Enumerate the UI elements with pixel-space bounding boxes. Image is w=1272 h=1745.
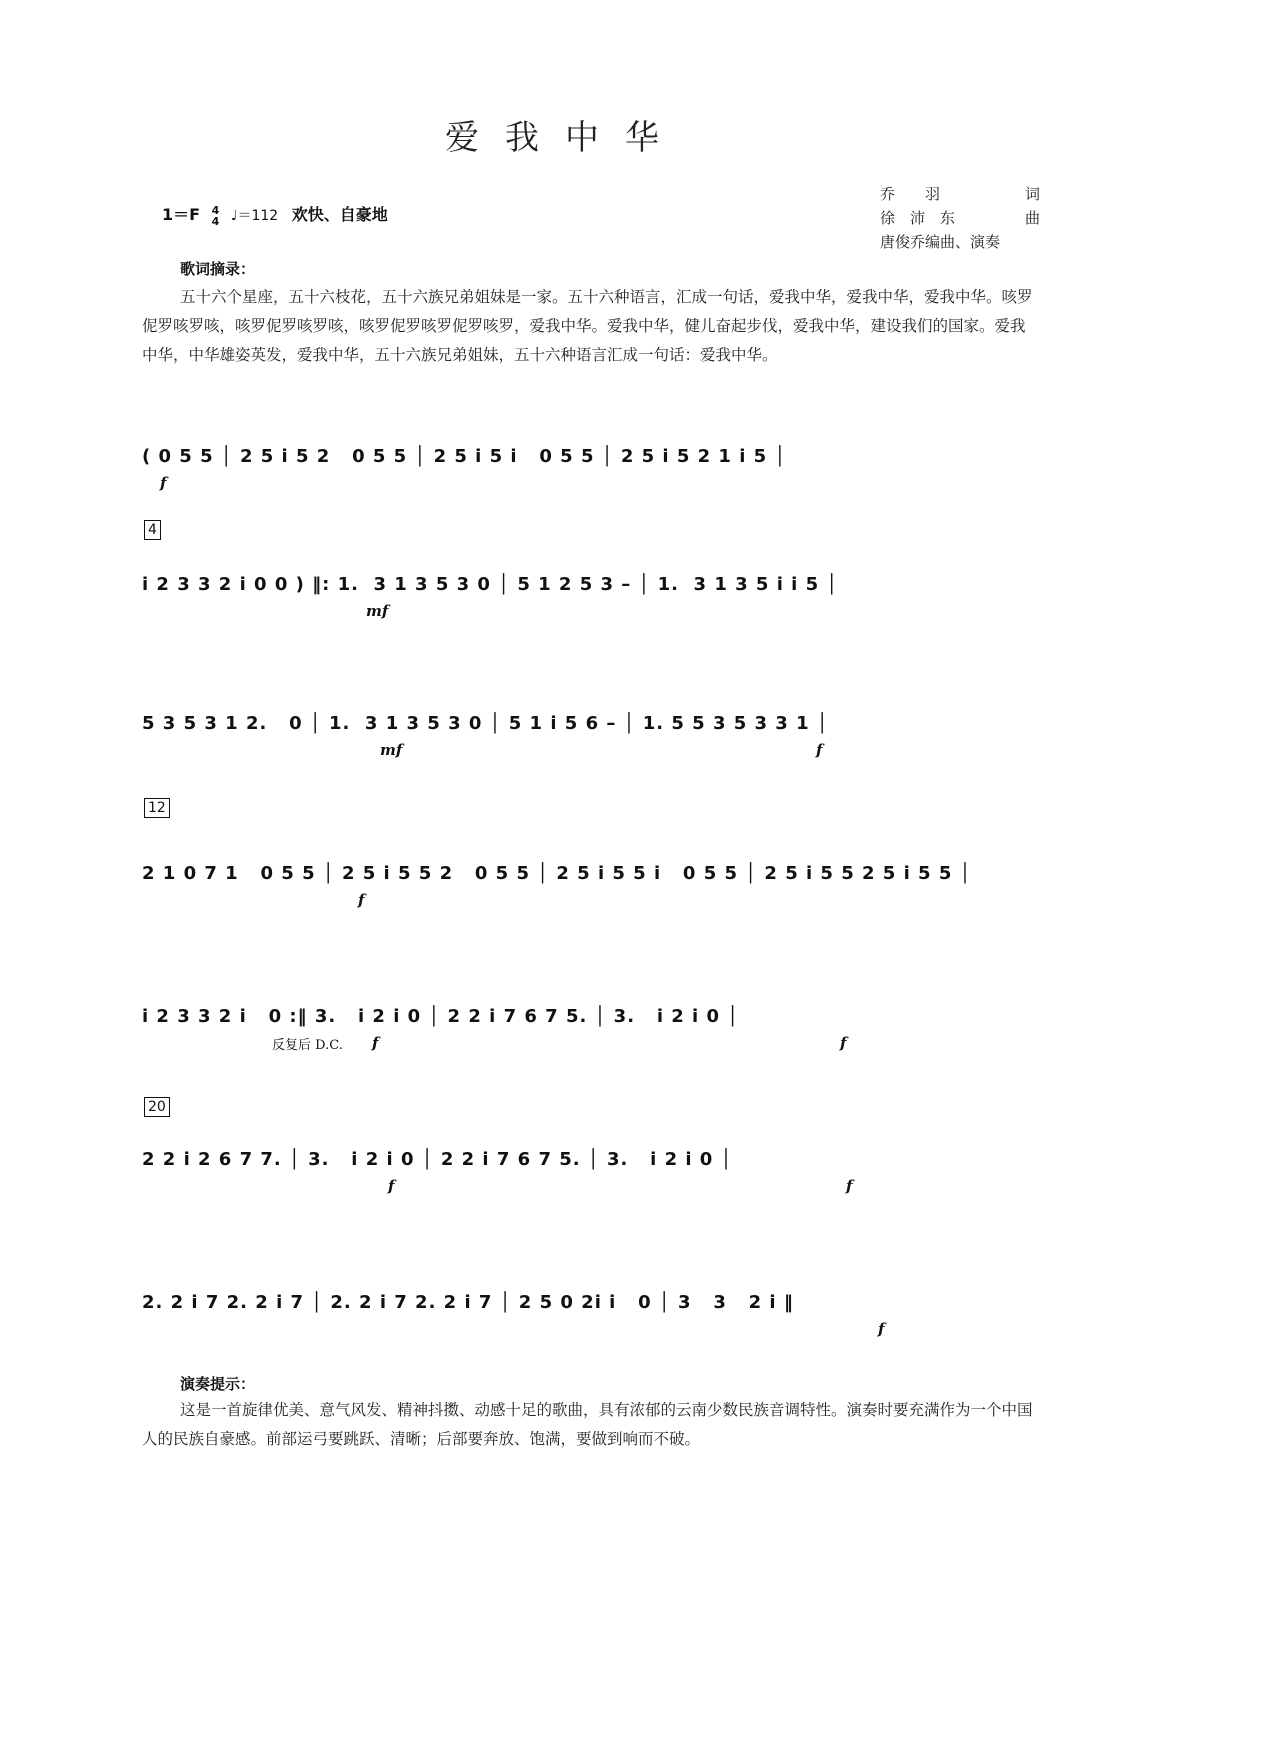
score-line-6 [142, 1141, 1040, 1211]
dynamic-mark: f [846, 1177, 853, 1195]
time-signature [212, 205, 220, 227]
key-signature [162, 202, 388, 227]
performance-tips-label: 演奏提示： [180, 1375, 256, 1393]
score-line-7 [142, 1284, 1040, 1354]
lyricist-role: 词 [1024, 185, 1040, 203]
meter-bottom: 4 [211, 214, 220, 228]
notation: i 2 3 3 2 i 0 0 ) ‖: 1. 3 1 3 5 3 0 │ 5 1 2 5 3 – │ 1. 3 1 3 5 i i 5 │ [142, 574, 839, 595]
dynamic-mark: f [840, 1034, 847, 1052]
composer-role: 曲 [1024, 209, 1040, 227]
composer-name: 徐 沛 东 [880, 209, 956, 227]
dynamic-mark: f [388, 1177, 395, 1195]
dynamic-mark: mf [366, 602, 389, 620]
score-line-3 [142, 705, 1040, 775]
notation: 5 3 5 3 1 2. 0 │ 1. 3 1 3 5 3 0 │ 5 1 i 5 6 – │ 1. 5 5 3 5 3 3 1 │ [142, 713, 829, 734]
notation: 2. 2 i 7 2. 2 i 7 │ 2. 2 i 7 2. 2 i 7 │ 2 5 0 2i i 0 │ 3 3 2 i ‖ [142, 1292, 794, 1313]
dynamic-mark: mf [380, 741, 403, 759]
page-title: 爱我中华 [445, 118, 685, 158]
lyricist-name: 乔 羽 [880, 185, 941, 203]
lyrics-label: 歌词摘录： [180, 260, 256, 278]
score-line-5 [142, 998, 1040, 1068]
performance-tips-text: 这是一首旋律优美、意气风发、精神抖擞、动感十足的歌曲，具有浓郁的云南少数民族音调特性。演奏时要充满作为一个中国人的民族自豪感。前部运弓要跳跃、清晰；后部要奔放、饱满，要做到响而不破。 [142, 1401, 1033, 1448]
composer-credit [880, 206, 1040, 230]
arranger-credit: 唐俊乔编曲、演奏 [880, 233, 1001, 251]
dynamic-mark: f [358, 891, 365, 909]
measure-number: 4 [144, 520, 161, 540]
tempo-marking: ♩＝112 [230, 208, 279, 224]
score-line-4 [142, 855, 1040, 925]
notation: 2 1 0 7 1 0 5 5 │ 2 5 i 5 5 2 0 5 5 │ 2 5 i 5 5 i 0 5 5 │ 2 5 i 5 5 2 5 i 5 5 │ [142, 863, 972, 884]
measure-number: 12 [144, 798, 170, 818]
notation: ( 0 5 5 │ 2 5 i 5 2 0 5 5 │ 2 5 i 5 i 0 5 5 │ 2 5 i 5 2 1 i 5 │ [142, 446, 787, 467]
dynamic-mark: f [816, 741, 823, 759]
dynamic-mark: f [160, 474, 167, 492]
lyrics-text: 五十六个星座，五十六枝花，五十六族兄弟姐妹是一家。五十六种语言，汇成一句话，爱我中华，爱我中华，爱我中华。咳罗伲罗咳罗咳，咳罗伲罗咳罗咳，咳罗伲罗咳罗伲罗咳罗，爱我中华。爱我中华，健儿奋起步伐，爱我中华，建设我们的国家。爱我中华，中华雄姿英发，爱我中华，五十六族兄弟姐妹，五十六种语言汇成一句话：爱我中华。 [142, 288, 1033, 364]
meter-top: 4 [211, 203, 220, 217]
dynamic-mark: f [878, 1320, 885, 1338]
key-tonic: 1＝F [162, 205, 201, 224]
notation: i 2 3 3 2 i 0 :‖ 3. i 2 i 0 │ 2 2 i 7 6 7 5. │ 3. i 2 i 0 │ [142, 1006, 740, 1027]
expression-marking: 欢快、自豪地 [291, 205, 388, 224]
measure-number: 20 [144, 1097, 170, 1117]
score-line-2 [142, 566, 1040, 636]
score-line-1 [142, 438, 1040, 508]
dynamic-mark: f [372, 1034, 379, 1052]
credits [880, 182, 1040, 254]
lyricist-credit [880, 182, 1040, 206]
repeat-note: 反复后 D.C. [272, 1038, 343, 1053]
notation: 2 2 i 2 6 7 7. │ 3. i 2 i 0 │ 2 2 i 7 6 7 5. │ 3. i 2 i 0 │ [142, 1149, 733, 1170]
